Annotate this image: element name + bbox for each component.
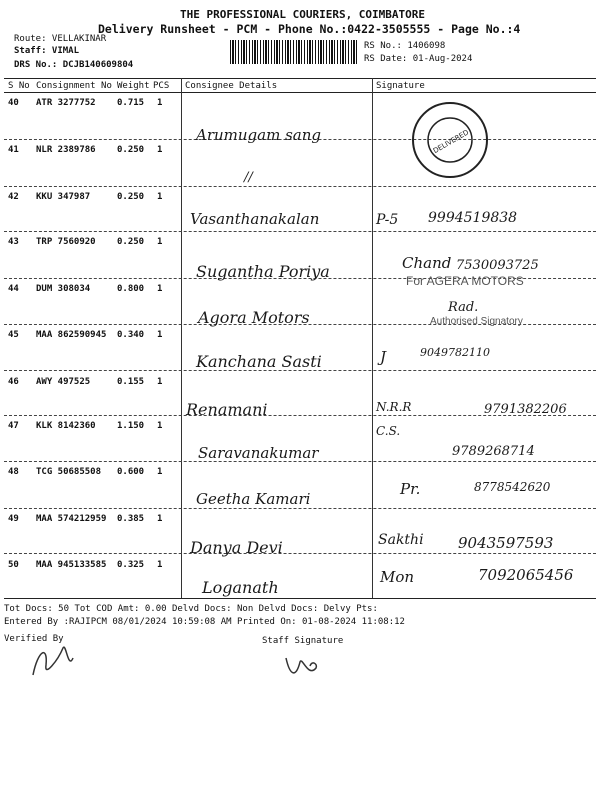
handwritten-name: Loganath — [202, 578, 279, 597]
col-sno: S No — [8, 81, 30, 91]
col-weight: Weight — [117, 81, 150, 91]
handwritten-phone: 9049782110 — [420, 346, 490, 359]
row-pcs: 1 — [157, 98, 163, 108]
signature-scribble: Rad. — [448, 300, 479, 315]
row-weight: 0.715 — [117, 98, 145, 108]
staff-signature — [282, 648, 322, 682]
row-sno: 48 — [8, 467, 19, 477]
row-pcs: 1 — [157, 284, 163, 294]
row-consignment: KKU 347987 — [36, 192, 91, 202]
row-consignment: MAA 574212959 — [36, 514, 107, 524]
row-weight: 0.325 — [117, 560, 145, 570]
rice-mill-stamp — [410, 100, 490, 180]
row-sno: 43 — [8, 237, 19, 247]
row-sno: 41 — [8, 145, 19, 155]
handwritten-name: Agora Motors — [198, 308, 310, 327]
rs-date: RS Date: 01-Aug-2024 — [364, 54, 473, 64]
signature-scribble: Pr. — [400, 480, 421, 498]
row-sno: 45 — [8, 330, 19, 340]
signature-scribble: Sakthi — [378, 532, 424, 548]
handwritten-name: Geetha Kamari — [196, 490, 311, 508]
row-pcs: 1 — [157, 514, 163, 524]
row-separator — [4, 553, 596, 554]
handwritten-phone: 9994519838 — [428, 210, 518, 226]
handwritten-phone: 7092065456 — [478, 566, 574, 584]
row-consignment: ATR 3277752 — [36, 98, 96, 108]
row-sno: 49 — [8, 514, 19, 524]
row-consignment: DUM 308034 — [36, 284, 91, 294]
handwritten-name: Saravanakumar — [198, 444, 319, 462]
row-weight: 1.150 — [117, 421, 145, 431]
drs-number: DRS No.: DCJB140609804 — [14, 60, 134, 70]
row-weight: 0.385 — [117, 514, 145, 524]
col-consignee: Consignee Details — [185, 81, 278, 91]
verified-by-label: Verified By — [4, 634, 64, 644]
row-pcs: 1 — [157, 560, 163, 570]
row-sno: 50 — [8, 560, 19, 570]
row-sno: 42 — [8, 192, 19, 202]
staff-signature-label: Staff Signature — [262, 636, 344, 646]
signature-scribble: Mon — [380, 568, 415, 586]
row-weight: 0.340 — [117, 330, 145, 340]
row-consignment: MAA 862590945 — [36, 330, 107, 340]
row-weight: 0.600 — [117, 467, 145, 477]
signature-scribble: J — [380, 348, 387, 366]
col-signature: Signature — [376, 81, 425, 91]
row-consignment: MAA 945133585 — [36, 560, 107, 570]
handwritten-name: Danya Devi — [190, 538, 283, 557]
row-pcs: 1 — [157, 192, 163, 202]
handwritten-phone: 9789268714 — [452, 444, 535, 459]
route-label: Route: VELLAKINAR — [14, 34, 107, 44]
row-consignment: AWY 497525 — [36, 377, 91, 387]
handwritten-name: Vasanthanakalan — [190, 210, 320, 228]
row-weight: 0.250 — [117, 145, 145, 155]
rs-number: RS No.: 1406098 — [364, 41, 446, 51]
signature-column-divider — [372, 78, 373, 598]
handwritten-name: Arumugam sang — [196, 126, 321, 144]
authorised-signatory: Authorised Signatory — [430, 316, 523, 327]
staff-label: Staff: VIMAL — [14, 46, 80, 56]
row-consignment: KLK 8142360 — [36, 421, 96, 431]
handwritten-phone: 9043597593 — [458, 534, 554, 552]
consignee-column-divider — [181, 78, 182, 598]
row-consignment: TRP 7560920 — [36, 237, 96, 247]
handwritten-name: Kanchana Sasti — [196, 352, 322, 371]
row-weight: 0.250 — [117, 237, 145, 247]
entered-by-line: Entered By :RAJIPCM 08/01/2024 10:59:08 AM Printed On: 01-08-2024 11:08:12 — [4, 617, 405, 627]
row-pcs: 1 — [157, 467, 163, 477]
handwritten-phone: 7530093725 — [456, 258, 539, 273]
handwritten-phone: 8778542620 — [474, 480, 551, 494]
row-sno: 44 — [8, 284, 19, 294]
runsheet-subtitle: Delivery Runsheet - PCM - Phone No.:0422-3505555 - Page No.:4 — [98, 22, 521, 36]
row-pcs: 1 — [157, 237, 163, 247]
row-weight: 0.800 — [117, 284, 145, 294]
row-consignment: TCG 50685508 — [36, 467, 102, 477]
row-weight: 0.250 — [117, 192, 145, 202]
row-pcs: 1 — [157, 145, 163, 155]
row-pcs: 1 — [157, 330, 163, 340]
handwritten-mark: // — [244, 170, 253, 185]
col-pcs: PCS — [153, 81, 170, 91]
table-bottom-rule — [4, 598, 596, 599]
row-sno: 47 — [8, 421, 19, 431]
table-header-rule — [4, 92, 596, 93]
signature-scribble: P-5 — [376, 212, 399, 228]
row-weight: 0.155 — [117, 377, 145, 387]
handwritten-name: Renamani — [186, 400, 268, 419]
handwritten-phone: 9791382206 — [484, 402, 567, 417]
row-pcs: 1 — [157, 377, 163, 387]
table-top-rule — [4, 78, 596, 79]
handwritten-name: Sugantha Poriya — [196, 262, 330, 281]
col-consignment: Consignment No — [36, 81, 112, 91]
row-consignment: NLR 2389786 — [36, 145, 96, 155]
signature-scribble: N.R.R — [376, 400, 412, 414]
row-pcs: 1 — [157, 421, 163, 431]
row-separator — [4, 508, 596, 509]
signature-scribble: C.S. — [376, 424, 401, 438]
totals-line: Tot Docs: 50 Tot COD Amt: 0.00 Delvd Docs: Non Delvd Docs: Delvy Pts: — [4, 604, 378, 614]
row-separator — [4, 186, 596, 187]
agera-stamp: For AGERA MOTORS — [406, 274, 524, 288]
signature-scribble: Chand — [402, 254, 452, 272]
row-separator — [4, 231, 596, 232]
barcode — [230, 40, 358, 64]
svg-text:DELIVERED: DELIVERED — [431, 128, 471, 156]
row-sno: 46 — [8, 377, 19, 387]
row-sno: 40 — [8, 98, 19, 108]
company-title: THE PROFESSIONAL COURIERS, COIMBATORE — [180, 8, 426, 21]
verifier-signature — [28, 640, 78, 680]
